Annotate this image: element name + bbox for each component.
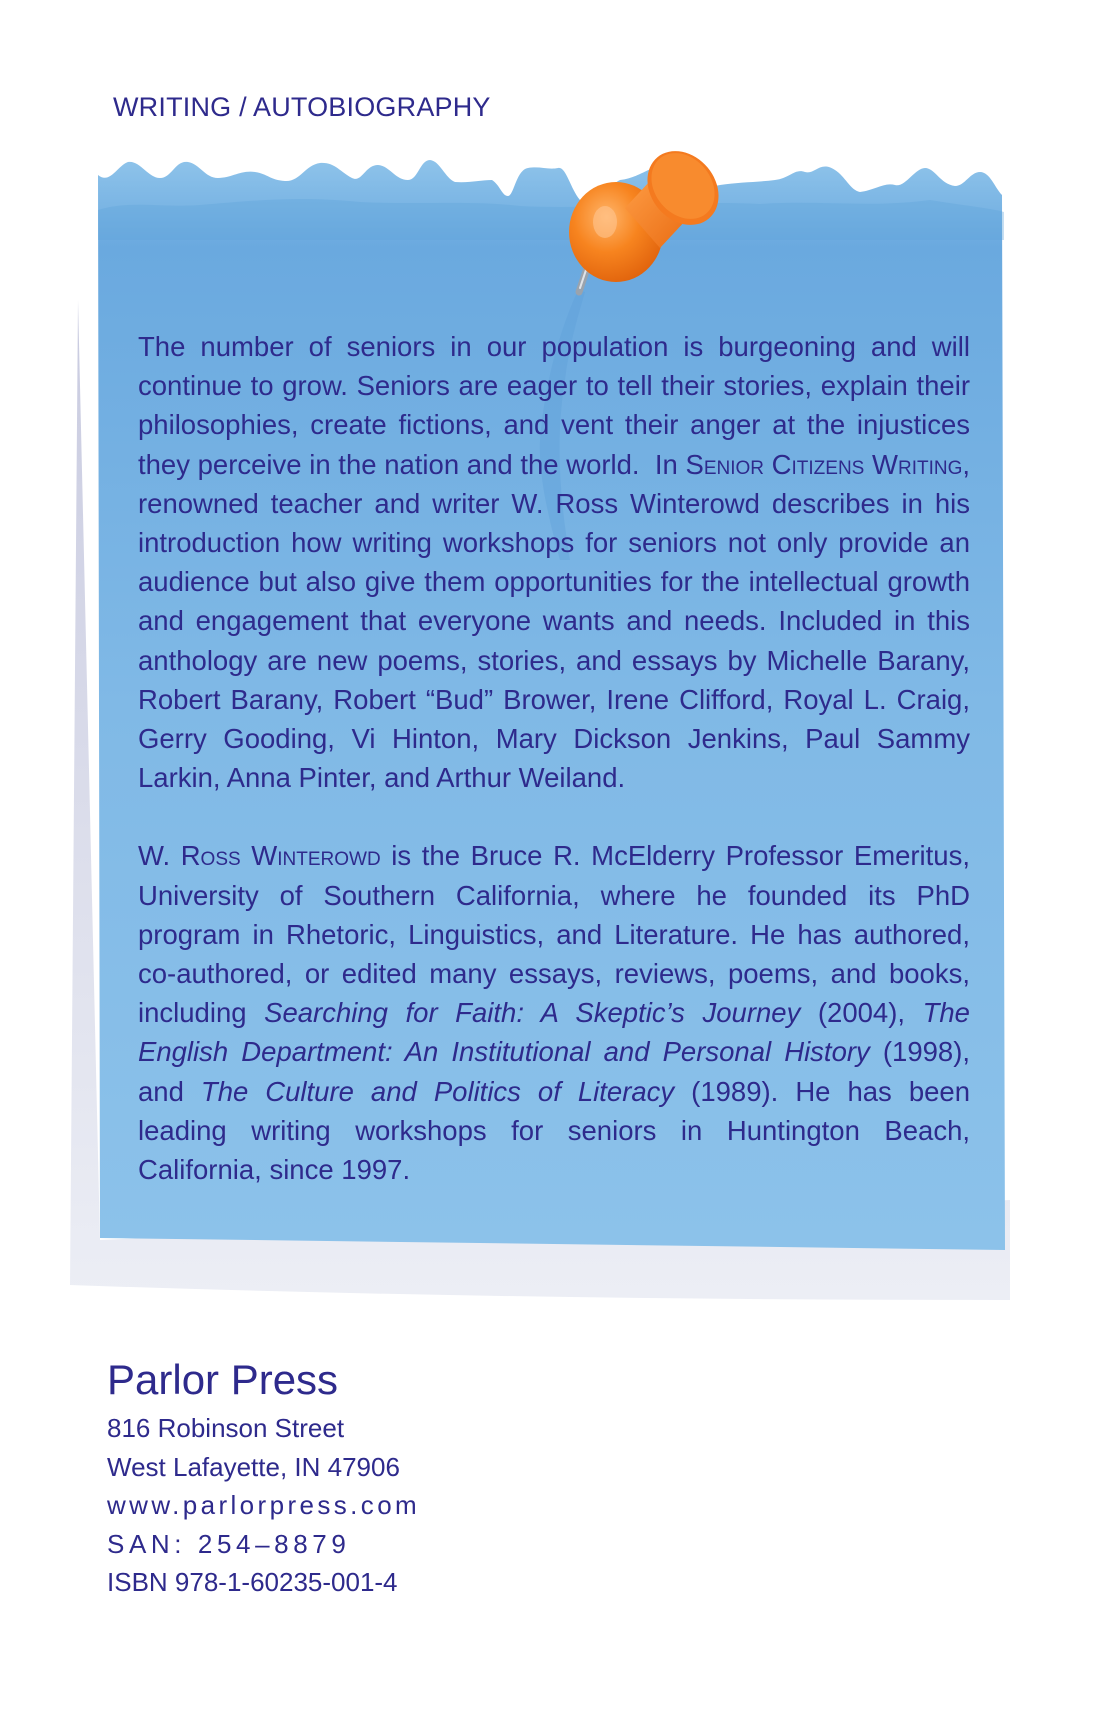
- book-description: [138, 327, 970, 1189]
- author-bio-paragraph: W. Ross Winterowd is the Bruce R. McElderry Professor Emeritus, University of Southern California, where he founded its PhD program in Rhetoric, Linguistics, and Literature. He has authored, co-authored, or edited many essays, reviews, poems, and books, including Searching for Faith: A Skeptic’s Journey (2004), The English Department: An Institutional and Personal History (1998), and The Culture and Politics of Literacy (1989). He has been leading writing workshops for seniors in Huntington Beach, California, since 1997.: [138, 840, 971, 1186]
- publisher-website[interactable]: www.parlorpress.com: [107, 1490, 421, 1520]
- publisher-street: 816 Robinson Street: [107, 1413, 345, 1443]
- publisher-san: SAN: 254–8879: [107, 1528, 351, 1559]
- publisher-name: Parlor Press: [107, 1356, 339, 1403]
- publisher-city: West Lafayette, IN 47906: [107, 1451, 400, 1482]
- publisher-block: [107, 1355, 420, 1602]
- category-label: WRITING / AUTOBIOGRAPHY: [113, 92, 491, 122]
- book-title-inline: Senior Citizens Writing: [685, 448, 963, 480]
- author-name: W. Ross Winterowd: [138, 840, 381, 872]
- description-paragraph: The number of seniors in our population is burgeoning and will continue to grow. Seniors are eager to tell their stories, explain their philosophies, create fictions, and vent their anger at the injustices they perceive in the nation and the world. In Senior Citizens Writing, renowned teacher and writer W. Ross Winterowd describes in his introduction how writing workshops for seniors not only provide an audience but also give them opportunities for the intellectual growth and engagement that everyone wants and needs. Included in this anthology are new poems, stories, and essays by Michelle Barany, Robert Barany, Robert “Bud” Brower, Irene Clifford, Royal L. Craig, Gerry Gooding, Vi Hinton, Mary Dickson Jenkins, Paul Sammy Larkin, Anna Pinter, and Arthur Weiland.: [138, 331, 970, 794]
- book-title-1: Searching for Faith: A Skeptic’s Journey: [264, 997, 801, 1029]
- book-title-3: The Culture and Politics of Literacy: [200, 1075, 675, 1107]
- book-title-2: The English Department: An Institutional and Personal History: [138, 997, 970, 1068]
- isbn: ISBN 978-1-60235-001-4: [107, 1567, 398, 1597]
